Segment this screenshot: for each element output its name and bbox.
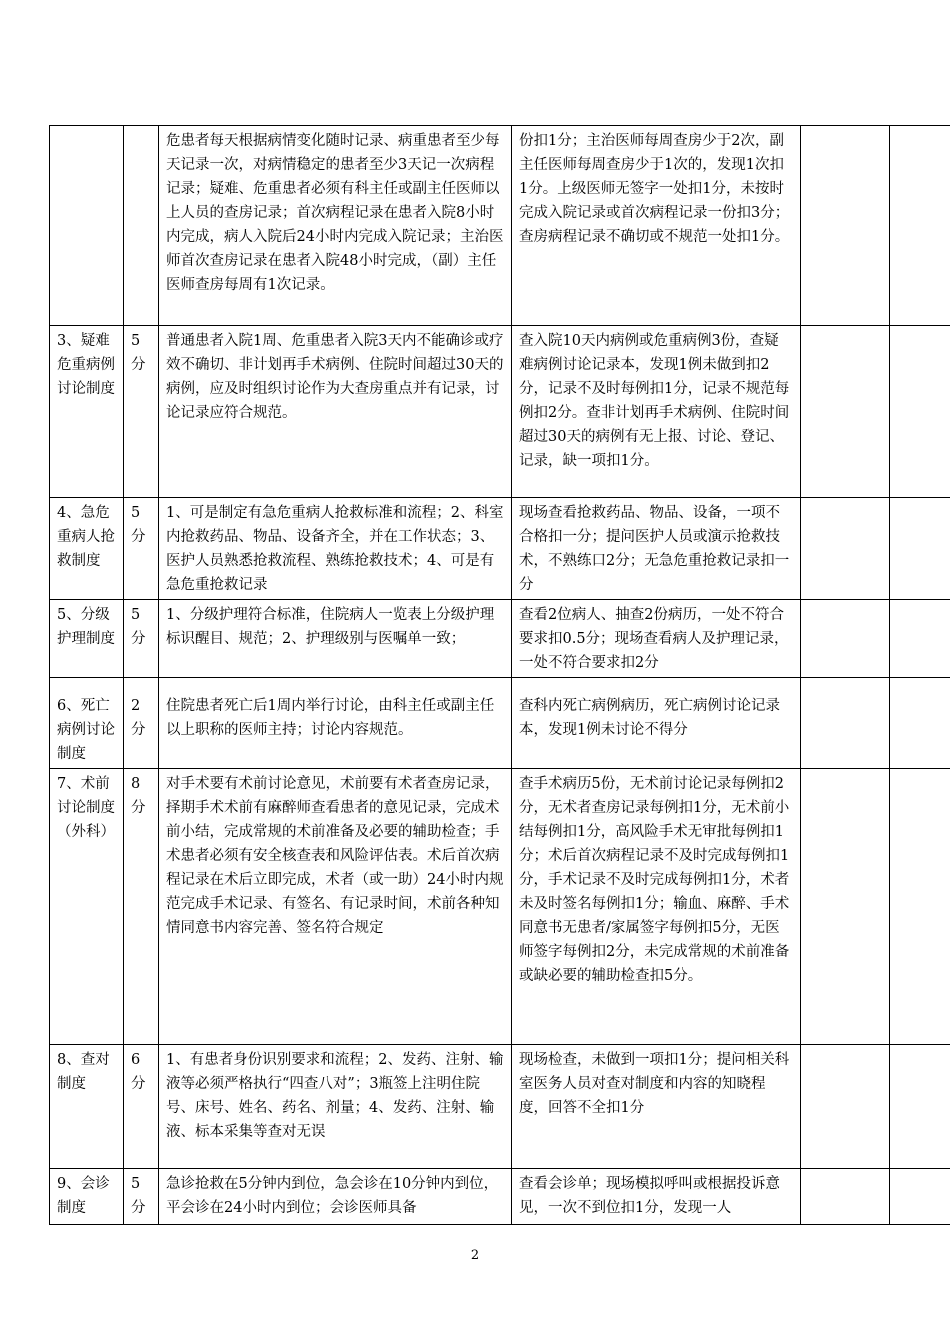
method-cell: 查入院10天内病例或危重病例3份，查疑难病例讨论记录本，发现1例未做到扣2分，记录不及时每例扣1分，记录不规范每例扣2分。查非计划再手术病例、住院时间超过30天的病例有无上报、讨论、登记、记录，缺一项扣1分。 (512, 326, 801, 498)
table-row (50, 1169, 950, 1225)
empty-cell (890, 498, 950, 600)
score-cell: 5分 (124, 498, 159, 600)
empty-cell (890, 126, 950, 326)
score-cell: 5分 (124, 326, 159, 498)
item-cell: 3、疑难危重病例讨论制度 (50, 326, 124, 498)
empty-cell (890, 769, 950, 1045)
table-row (50, 1045, 950, 1169)
method-cell: 现场查看抢救药品、物品、设备，一项不合格扣一分；提问医护人员或演示抢救技术，不熟练口2分；无急危重抢救记录扣一分 (512, 498, 801, 600)
table-row (50, 678, 950, 769)
score-cell: 8分 (124, 769, 159, 1045)
empty-cell (801, 326, 890, 498)
page-number: 2 (470, 1248, 480, 1263)
score-cell: 6分 (124, 1045, 159, 1169)
table-row (50, 326, 950, 498)
empty-cell (801, 600, 890, 678)
table-row (50, 126, 950, 326)
empty-cell (890, 326, 950, 498)
standard-cell: 住院患者死亡后1周内举行讨论，由科主任或副主任以上职称的医师主持；讨论内容规范。 (159, 678, 512, 769)
empty-cell (890, 1045, 950, 1169)
score-cell (124, 126, 159, 326)
empty-cell (801, 678, 890, 769)
score-cell: 2分 (124, 678, 159, 769)
score-cell: 5分 (124, 1169, 159, 1225)
empty-cell (801, 1169, 890, 1225)
standard-cell: 1、分级护理符合标准，住院病人一览表上分级护理标识醒目、规范；2、护理级别与医嘱单一致； (159, 600, 512, 678)
standard-cell: 1、可是制定有急危重病人抢救标准和流程；2、科室内抢救药品、物品、设备齐全，并在工作状态；3、医护人员熟悉抢救流程、熟练抢救技术；4、可是有急危重抢救记录 (159, 498, 512, 600)
empty-cell (890, 678, 950, 769)
item-cell (50, 126, 124, 326)
empty-cell (801, 498, 890, 600)
method-cell: 现场检查，未做到一项扣1分；提问相关科室医务人员对查对制度和内容的知晓程度，回答不全扣1分 (512, 1045, 801, 1169)
method-cell: 查科内死亡病例病历，死亡病例讨论记录本，发现1例未讨论不得分 (512, 678, 801, 769)
standard-cell: 危患者每天根据病情变化随时记录、病重患者至少每天记录一次，对病情稳定的患者至少3天记一次病程记录；疑难、危重患者必须有科主任或副主任医师以上人员的查房记录；首次病程记录在患者入院8小时内完成，病人入院后24小时内完成入院记录；主治医师首次查房记录在患者入院48小时完成，（副）主任医师查房每周有1次记录。 (159, 126, 512, 326)
standard-cell: 对手术要有术前讨论意见，术前要有术者查房记录，择期手术术前有麻醉师查看患者的意见记录，完成术前小结，完成常规的术前准备及必要的辅助检查；手术患者必须有安全核查表和风险评估表。术后首次病程记录在术后立即完成，术者（或一助）24小时内规范完成手术记录、有签名、有记录时间，术前各种知情同意书内容完善、签名符合规定 (159, 769, 512, 1045)
method-cell: 份扣1分；主治医师每周查房少于2次，副主任医师每周查房少于1次的，发现1次扣1分。上级医师无签字一处扣1分，未按时完成入院记录或首次病程记录一份扣3分；查房病程记录不确切或不规范一处扣1分。 (512, 126, 801, 326)
empty-cell (890, 1169, 950, 1225)
inspection-table (49, 125, 950, 1225)
standard-cell: 急诊抢救在5分钟内到位，急会诊在10分钟内到位，平会诊在24小时内到位；会诊医师具备 (159, 1169, 512, 1225)
empty-cell (801, 769, 890, 1045)
item-cell: 5、分级护理制度 (50, 600, 124, 678)
item-cell: 9、会诊制度 (50, 1169, 124, 1225)
item-cell: 4、急危重病人抢救制度 (50, 498, 124, 600)
table-row (50, 498, 950, 600)
method-cell: 查看会诊单；现场模拟呼叫或根据投诉意见，一次不到位扣1分，发现一人 (512, 1169, 801, 1225)
table-row (50, 769, 950, 1045)
item-cell: 8、查对制度 (50, 1045, 124, 1169)
empty-cell (801, 126, 890, 326)
item-cell: 6、死亡病例讨论制度 (50, 678, 124, 769)
table-row (50, 600, 950, 678)
item-cell: 7、术前讨论制度（外科） (50, 769, 124, 1045)
standard-cell: 普通患者入院1周、危重患者入院3天内不能确诊或疗效不确切、非计划再手术病例、住院时间超过30天的病例，应及时组织讨论作为大查房重点并有记录，讨论记录应符合规范。 (159, 326, 512, 498)
empty-cell (890, 600, 950, 678)
standard-cell: 1、有患者身份识别要求和流程；2、发药、注射、输液等必须严格执行“四查八对”；3瓶签上注明住院号、床号、姓名、药名、剂量；4、发药、注射、输液、标本采集等查对无误 (159, 1045, 512, 1169)
method-cell: 查手术病历5份，无术前讨论记录每例扣2分，无术者查房记录每例扣1分，无术前小结每例扣1分，高风险手术无审批每例扣1分；术后首次病程记录不及时完成每例扣1分，手术记录不及时完成每例扣1分，术者未及时签名每例扣1分；输血、麻醉、手术同意书无患者/家属签字每例扣5分，无医师签字每例扣2分，未完成常规的术前准备或缺必要的辅助检查扣5分。 (512, 769, 801, 1045)
method-cell: 查看2位病人、抽查2份病历，一处不符合要求扣0.5分；现场查看病人及护理记录，一处不符合要求扣2分 (512, 600, 801, 678)
empty-cell (801, 1045, 890, 1169)
score-cell: 5分 (124, 600, 159, 678)
